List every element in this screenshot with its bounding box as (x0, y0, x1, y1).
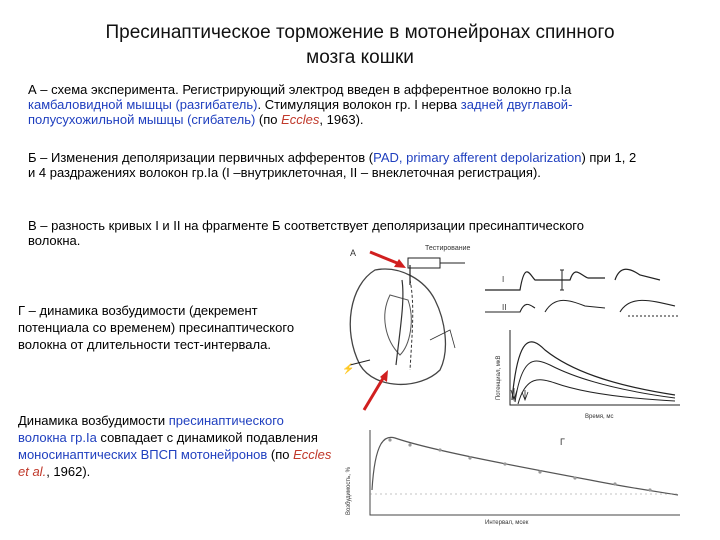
paragraph-d (18, 412, 333, 480)
para-b-pad: PAD, primary afferent depolarization (373, 150, 582, 165)
para-d-fiber: пресинаптического волокна гр.Iа (18, 413, 284, 445)
para-v-text: В – разность кривых I и II на фрагменте Б соответствует деполяризации пресинаптического волокна. (28, 218, 584, 248)
stim-label: Тестирование (425, 245, 471, 252)
paragraph-b (28, 150, 638, 180)
para-a-soleus: камбаловидной мышцы (разгибатель) (28, 97, 258, 112)
para-a-flexor: задней двуглавой-полусухожильной мышцы (сгибатель) (28, 97, 573, 127)
title-line-1: Пресинаптическое торможение в мотонейронах спинного (105, 22, 615, 43)
panel-v-xlabel: Время, мс (585, 414, 614, 420)
panel-a-schematic (342, 245, 470, 384)
panel-v-curves (496, 330, 680, 420)
paragraph-g (18, 302, 318, 353)
panel-g-ylabel: Возбудимость, % (346, 467, 352, 515)
para-d-text-7: , 1962). (46, 464, 91, 479)
panel-g-label: Г (560, 437, 565, 447)
title-line-2: мозга кошки (306, 47, 414, 68)
trace-label-i: I (502, 275, 505, 284)
panel-v-ylabel: Потенциал, мкВ (496, 355, 502, 400)
para-d-text-3: совпадает с динамикой подавления (96, 430, 318, 445)
panel-b-traces (485, 269, 678, 316)
paragraph-a (28, 82, 658, 127)
panel-g-xlabel: Интервал, мсек (485, 520, 529, 526)
para-a-text-7: , 1963). (319, 112, 364, 127)
para-b-text-1: Б – Изменения деполяризации первичных афферентов ( (28, 150, 374, 165)
svg-text:⚡: ⚡ (342, 364, 355, 375)
para-d-text-1: Динамика возбудимости (18, 413, 169, 428)
para-d-text-5: (по (267, 447, 294, 462)
para-b-text-3: ) при 1, 2 и 4 раздражениях волокон гр.Iа (I –внутриклеточная, II – внеклеточная регистрация). (28, 150, 637, 180)
para-a-author: Eccles (281, 112, 320, 127)
slide-title (0, 20, 720, 70)
para-a-text-3: . Стимуляция волокон гр. I нерва (257, 97, 461, 112)
para-g-text: Г – динамика возбудимости (декремент потенциала со временем) пресинаптического волокна от длительности тест-интервала. (18, 303, 295, 352)
para-a-text-5: (по (255, 112, 282, 127)
trace-label-ii: II (502, 303, 507, 312)
para-d-author: Eccles et al. (18, 447, 332, 479)
panel-g-chart (346, 430, 680, 526)
para-a-text-1: А – схема эксперимента. Регистрирующий электрод введен в афферентное волокно гр.Iа (28, 82, 572, 97)
experiment-figure (330, 240, 705, 535)
para-d-epsp: моносинаптических ВПСП мотонейронов (18, 447, 268, 462)
panel-a-label: А (350, 248, 357, 258)
